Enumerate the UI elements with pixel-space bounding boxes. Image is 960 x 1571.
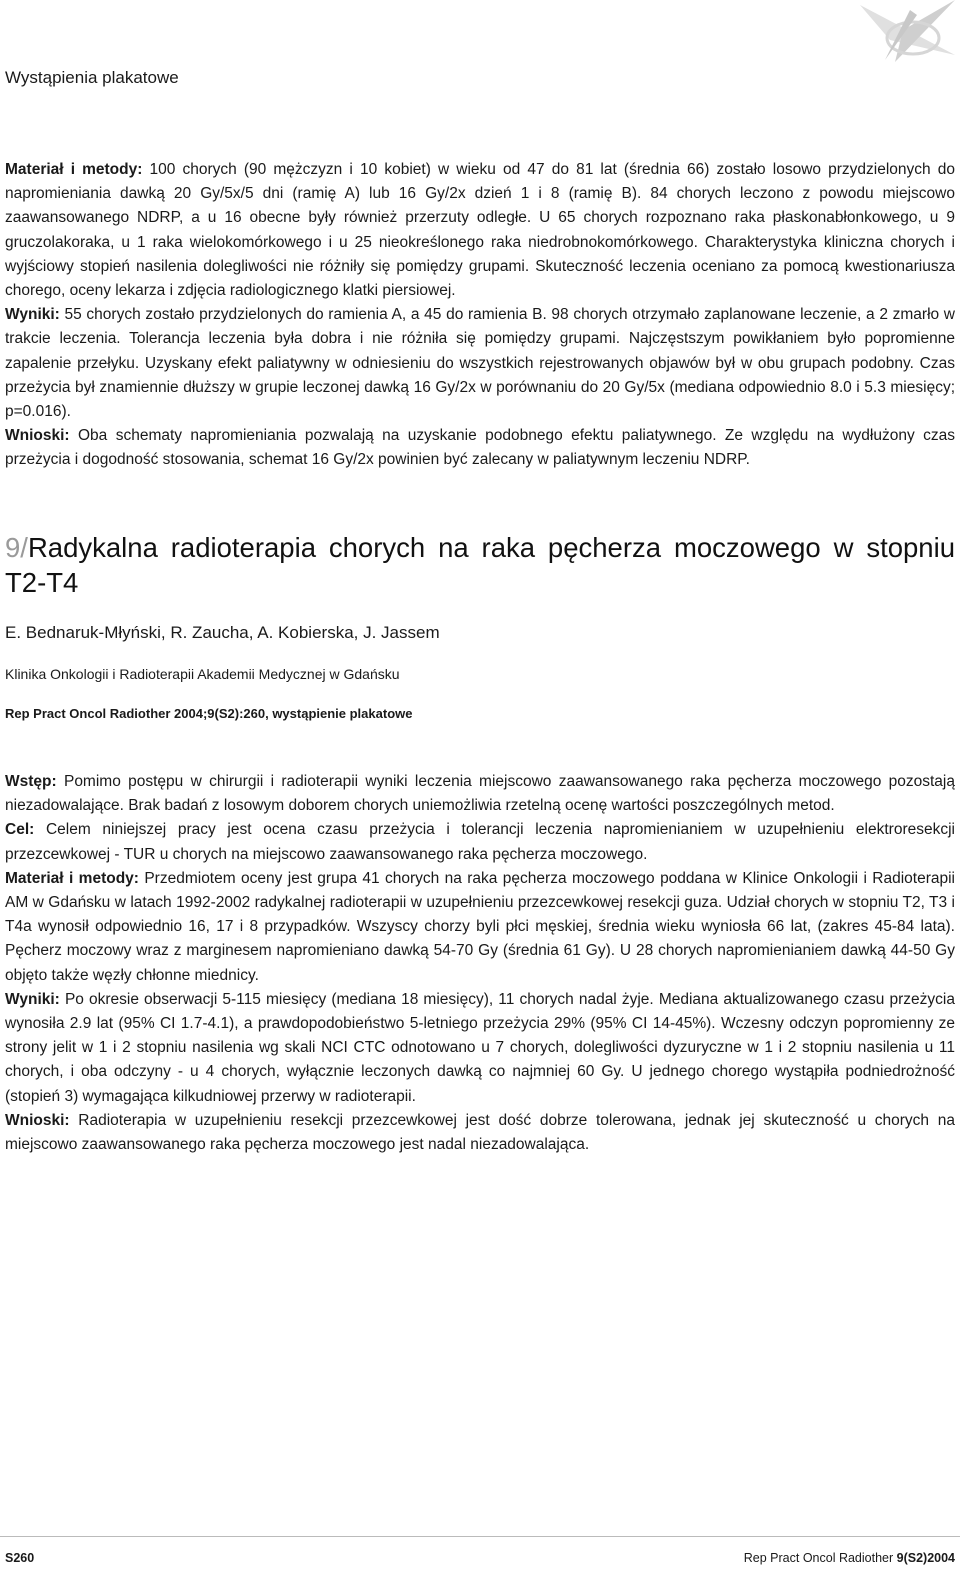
paragraph-label: Wyniki: — [5, 990, 60, 1008]
paragraph-text: Radioterapia w uzupełnieniu resekcji przezcewkowej jest dość dobrze tolerowana, jednak jej skuteczność u chorych na miejscowo zaawansowanego raka pęcherza moczowego jest nadal niezadowalająca. — [5, 1111, 955, 1154]
abstract-title-text: Radykalna radioterapia chorych na raka pęcherza moczowego w stopniu T2-T4 — [5, 532, 955, 598]
paragraph-text: Po okresie obserwacji 5-115 miesięcy (mediana 18 miesięcy), 11 chorych nadal żyje. Mediana aktualizowanego czasu przeżycia wynosiła 2.9 lat (95% CI 1.7-4.1), a prawdopodobieństwo 5-letniego przeżycia 29% (95% CI 14-45%). Wczesny odczyn popromienny ze strony jelit w 1 i 2 stopniu nasilenia wg skali NCI CTC odnotowano u 7 chorych, dolegliwości dyzuryczne w 1 i 2 stopniu nasilenia u 11 chorych, i oba odczyny - u 4 chorych, wyłącznie leczonych dawką co najmniej 60 Gy. U jednego chorego wystąpiła podniedrożność (stopień 3) wymagająca kilkudniowej przerwy w radioterapii. — [5, 990, 955, 1105]
paragraph-label: Wstęp: — [5, 773, 57, 790]
previous-results-paragraph — [5, 303, 955, 424]
paragraph-text: Celem niniejszej pracy jest ocena czasu przeżycia i tolerancji leczenia napromienianiem w uzupełnieniu elektroresekcji przezcewkowej - TUR u chorych na miejscowo zaawansowanego raka pęcherza moczowego. — [5, 821, 955, 863]
journal-footer — [744, 1551, 955, 1565]
citation: Rep Pract Oncol Radiother 2004;9(S2):260, wystąpienie plakatowe — [5, 706, 413, 721]
journal-issue: 9(S2)2004 — [896, 1551, 955, 1565]
abstract-body — [5, 770, 955, 1157]
previous-abstract-body — [5, 158, 955, 473]
aim-paragraph — [5, 818, 955, 866]
paragraph-label: Wnioski: — [5, 427, 70, 445]
section-label: Wystąpienia plakatowe — [5, 68, 179, 87]
abstract-title — [5, 530, 955, 600]
abstract-number: 9/ — [5, 532, 28, 563]
paragraph-text: 55 chorych zostało przydzielonych do ramienia A, a 45 do ramienia B. 98 chorych otrzymało zaplanowane leczenie, a 2 zmarło w trakcie leczenia. Tolerancja leczenia była dobra i nie różniła się pomiędzy grupami. Najczęstszym powikłaniem było popromienne zapalenie przełyku. Uzyskany efekt paliatywny w odniesieniu do wszystkich rejestrowanych objawów był w obu grupach podobny. Czas przeżycia był znamiennie dłuższy w grupie leczonej dawką 16 Gy/2x w porównaniu do 20 Gy/5x (mediana odpowiednio 8.0 i 5.3 miesięcy; p=0.016). — [5, 306, 955, 421]
paragraph-text: Przedmiotem oceny jest grupa 41 chorych na raka pęcherza moczowego poddana w Klinice Onkologii i Radioterapii AM w Gdańsku w latach 1992-2002 radykalnej radioterapii w uzupełnieniu przezcewkowej resekcji guza. Udział chorych w stopniu T2, T3 i T4a wynosił odpowiednio 16, 17 i 8 przypadków. Wszyscy chorzy byli płci męskiej, średnia wieku wyniosła 66 lat, (zakres 45-84 lata). Pęcherz moczowy wraz z marginesem napromieniano dawką 54-70 Gy (średnia 61 Gy). U 28 chorych napromienianiem dawką 44-50 Gy objęto także węzły chłonne miednicy. — [5, 869, 955, 984]
paragraph-label: Materiał i metody: — [5, 869, 139, 887]
page-number: S260 — [5, 1551, 35, 1565]
paragraph-text: 100 chorych (90 mężczyzn i 10 kobiet) w wieku od 47 do 81 lat (średnia 66) zostało losowo przydzielonych do napromieniania dawką 20 Gy/5x/5 dni (ramię A) lub 16 Gy/2x dzień 1 i 8 (ramię B). 84 chorych leczono z powodu miejscowo zaawansowanego NDRP, a u 16 obecne były również przerzuty odległe. U 65 chorych rozpoznano raka płaskonabłonkowego, u 9 gruczolakoraka, u 1 raka wielokomórkowego i u 25 nieokreślonego raka niedrobnokomórkowego. Charakterystyka kliniczna chorych i wyjściowy stopień nasilenia dolegliwości nie różniły się pomiędzy grupami. Skuteczność leczenia oceniano za pomocą kwestionariusza chorego, oceny lekarza i zdjęcia radiologicznego klatki piersiowej. — [5, 161, 956, 300]
affiliation: Klinika Onkologii i Radioterapii Akademii Medycznej w Gdańsku — [5, 666, 400, 682]
paragraph-text: Oba schematy napromieniania pozwalają na uzyskanie podobnego efektu paliatywnego. Ze względu na wydłużony czas przeżycia i dogodność stosowania, schemat 16 Gy/2x powinien być zalecany w paliatywnym leczeniu NDRP. — [5, 427, 955, 469]
previous-conclusions-paragraph — [5, 424, 955, 472]
paragraph-label: Wnioski: — [5, 1111, 70, 1129]
intro-paragraph — [5, 770, 955, 818]
paragraph-text: Pomimo postępu w chirurgii i radioterapii wyniki leczenia miejscowo zaawansowanego raka pęcherza moczowego pozostają niezadowalające. Brak badań z losowym doborem chorych uniemożliwia rzetelną ocenę wartości poszczególnych metod. — [5, 773, 955, 815]
journal-name: Rep Pract Oncol Radiother — [743, 1551, 897, 1565]
paragraph-label: Wyniki: — [5, 306, 60, 324]
journal-logo-icon — [825, 0, 960, 70]
paragraph-label: Cel: — [5, 821, 35, 839]
previous-methods-paragraph — [5, 158, 955, 303]
paragraph-label: Materiał i metody: — [5, 161, 143, 178]
authors: E. Bednaruk-Młyński, R. Zaucha, A. Kobierska, J. Jassem — [5, 623, 440, 642]
methods-paragraph — [5, 867, 955, 988]
results-paragraph — [5, 988, 955, 1109]
footer-divider — [0, 1536, 960, 1537]
conclusions-paragraph — [5, 1109, 955, 1157]
